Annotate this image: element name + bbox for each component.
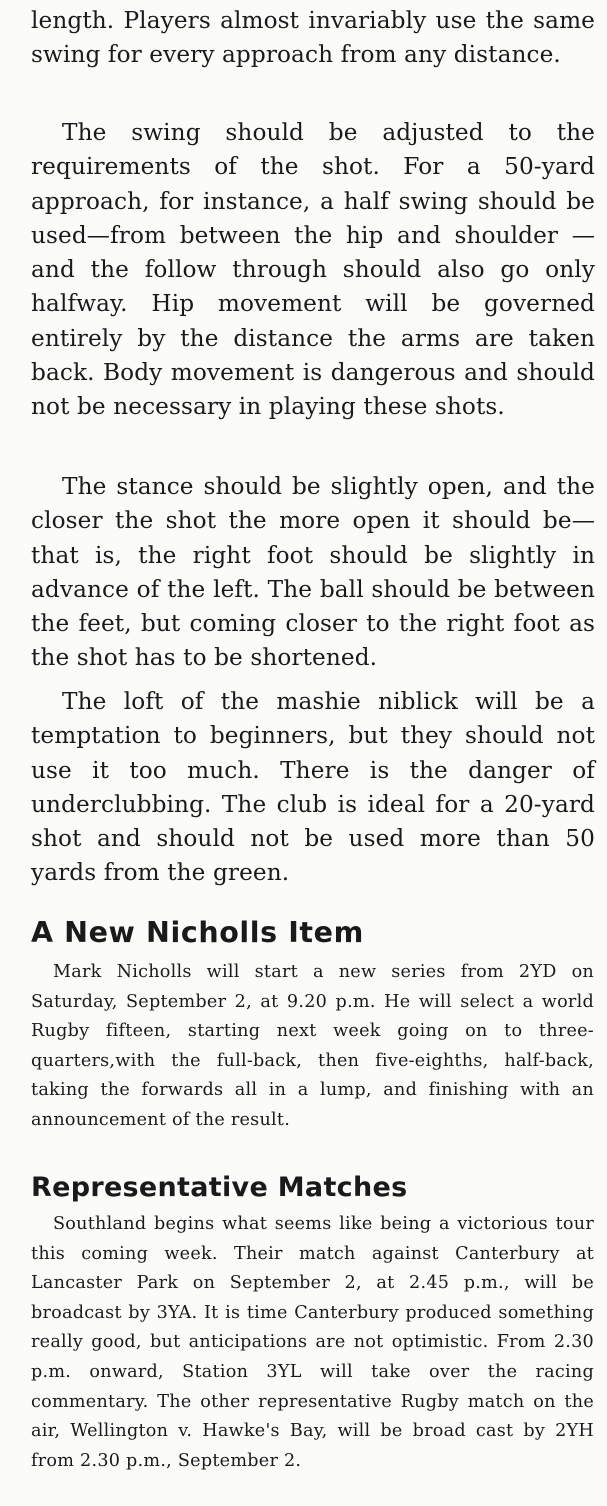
paragraph-text: The swing should be adjusted to the requirements of the shot. For a 50-yard approach, for instance, a half swing should be used—from between the hip and shoulder —and the follow through should also go only halfway. Hip movement will be governed entirely by the distance the arms are taken back. Body movement is dangerous and should not be necessary in playing these shots. bbox=[31, 119, 595, 421]
paragraph-loft bbox=[0, 685, 607, 891]
paragraph-swing bbox=[0, 116, 607, 425]
paragraph-continuation bbox=[0, 4, 607, 73]
paragraph-text: length. Players almost invariably use the same swing for every approach from any distance. bbox=[31, 7, 595, 69]
section-heading-representative: Representative Matches bbox=[31, 1172, 408, 1203]
paragraph-text: The stance should be slightly open, and the closer the shot the more open it should be—that is, the right foot should be slightly in advance of the left. The ball should be between the feet, but coming closer to the right foot as the shot has to be shortened. bbox=[31, 473, 595, 672]
section-text: Southland begins what seems like being a victorious tour this coming week. Their match against Canterbury at Lancaster Park on September 2, at 2.45 p.m., will be broadcast by 3YA. It is time Canterbury produced something really good, but anticipations are not optimistic. From 2.30 p.m. onward, Station 3YL will take over the racing commentary. The other representative Rugby match on the air, Wellington v. Hawke's Bay, will be broad cast by 2YH from 2.30 p.m., September 2. bbox=[31, 1214, 594, 1471]
section-body-representative bbox=[0, 1210, 607, 1476]
section-body-nicholls bbox=[0, 958, 607, 1136]
section-heading-nicholls: A New Nicholls Item bbox=[31, 916, 364, 949]
paragraph-stance bbox=[0, 470, 607, 676]
section-text: Mark Nicholls will start a new series from 2YD on Saturday, September 2, at 9.20 p.m. He will select a world Rugby fifteen, starting next week going on to three-quarters,with the full-back, then five-eighths, half-back, taking the forwards all in a lump, and finishing with an announcement of the result. bbox=[31, 962, 594, 1130]
paragraph-text: The loft of the mashie niblick will be a temptation to beginners, but they should not use it too much. There is the danger of underclubbing. The club is ideal for a 20-yard shot and should not be used more than 50 yards from the green. bbox=[31, 688, 595, 887]
